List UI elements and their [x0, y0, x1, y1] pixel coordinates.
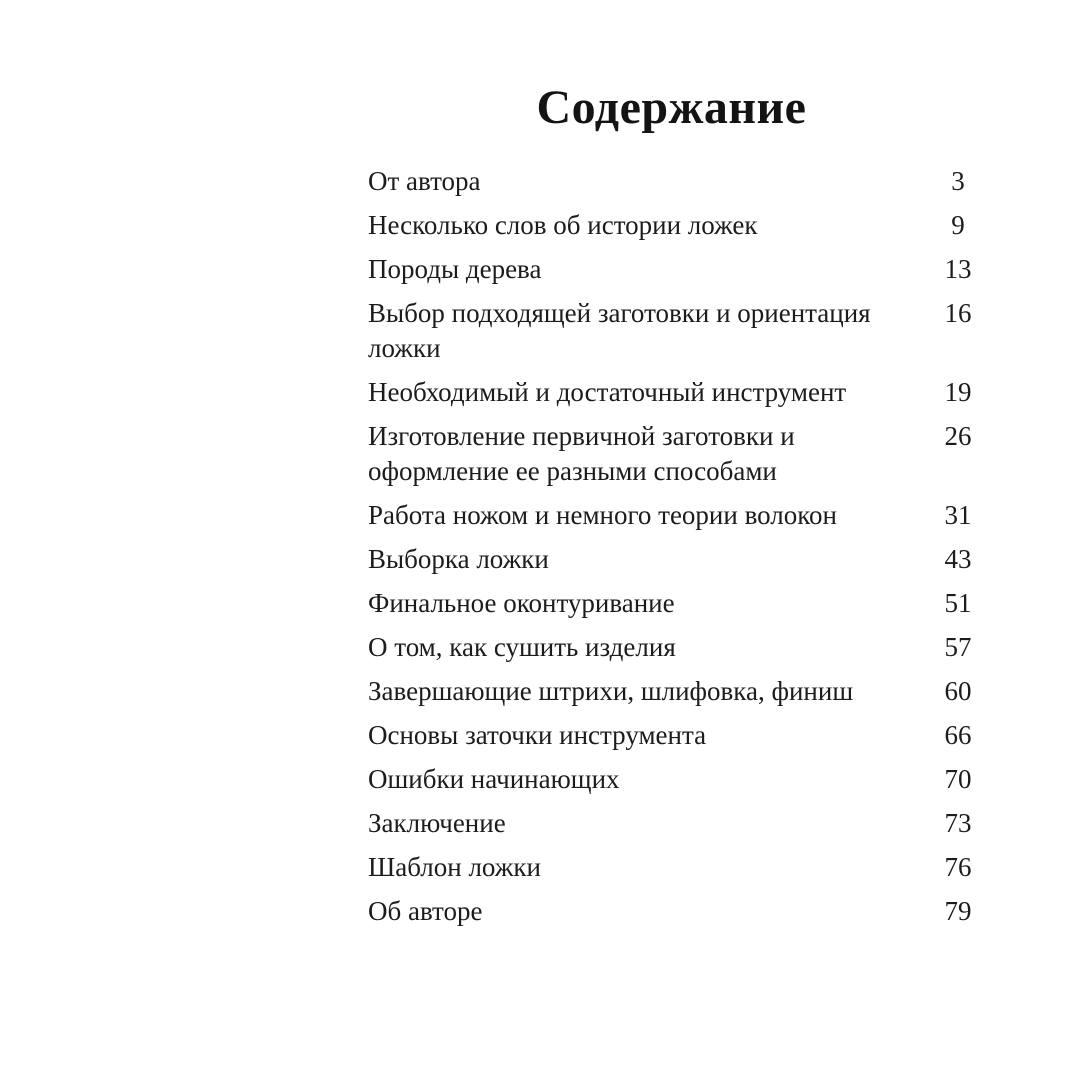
toc-entry: [368, 296, 975, 366]
toc-entry: [368, 674, 975, 709]
toc-entry-title: Необходимый и достаточный инструмент: [368, 377, 847, 407]
toc-entry-title: Работа ножом и немного теории волокон: [368, 500, 837, 530]
toc-entry-title: О том, как сушить изделия: [368, 632, 676, 662]
toc-entry-title: Завершающие штрихи, шлифовка, финиш: [368, 676, 854, 706]
toc-entry-page-number: 76: [944, 852, 972, 882]
toc-list: [368, 164, 975, 929]
toc-entry-title: Выбор подходящей заготовки и ориентация ложки: [368, 298, 871, 363]
toc-entry-title: Заключение: [368, 808, 506, 838]
toc-entry: [368, 375, 975, 410]
toc-entry: [368, 252, 975, 287]
toc-entry-page-number: 9: [951, 210, 965, 240]
toc-entry-page-number: 57: [944, 632, 972, 662]
toc-entry: [368, 498, 975, 533]
toc-entry-page-number: 31: [944, 500, 972, 530]
toc-entry-title: Изготовление первичной заготовки и оформление ее разными способами: [368, 421, 795, 486]
toc-entry: [368, 806, 975, 841]
toc-entry: [368, 630, 975, 665]
toc-entry-title: Выборка ложки: [368, 544, 549, 574]
toc-content-column: [368, 0, 975, 938]
toc-entry-page-number: 51: [944, 588, 972, 618]
toc-entry-title: Об авторе: [368, 896, 483, 926]
toc-entry: [368, 208, 975, 243]
toc-entry: [368, 894, 975, 929]
toc-entry-page-number: 19: [944, 377, 972, 407]
toc-entry-page-number: 26: [944, 421, 972, 451]
toc-entry-page-number: 13: [944, 254, 972, 284]
toc-entry-title: Породы дерева: [368, 254, 542, 284]
toc-entry-title: От автора: [368, 166, 481, 196]
toc-entry-page-number: 43: [944, 544, 972, 574]
toc-entry-page-number: 16: [944, 298, 972, 328]
toc-entry-title: Ошибки начинающих: [368, 764, 620, 794]
toc-entry-title: Основы заточки инструмента: [368, 720, 707, 750]
toc-entry-page-number: 79: [944, 896, 972, 926]
toc-entry-title: Несколько слов об истории ложек: [368, 210, 758, 240]
toc-entry: [368, 542, 975, 577]
toc-entry-page-number: 70: [944, 764, 972, 794]
toc-entry-title: Шаблон ложки: [368, 852, 541, 882]
toc-entry-page-number: 3: [951, 166, 965, 196]
page-title: Содержание: [536, 81, 807, 134]
toc-entry: [368, 164, 975, 199]
toc-entry: [368, 586, 975, 621]
toc-entry: [368, 718, 975, 753]
toc-entry-title: Финальное оконтуривание: [368, 588, 675, 618]
toc-entry: [368, 419, 975, 489]
toc-entry: [368, 762, 975, 797]
toc-entry: [368, 850, 975, 885]
toc-entry-page-number: 73: [944, 808, 972, 838]
toc-entry-page-number: 60: [944, 676, 972, 706]
toc-entry-page-number: 66: [944, 720, 972, 750]
